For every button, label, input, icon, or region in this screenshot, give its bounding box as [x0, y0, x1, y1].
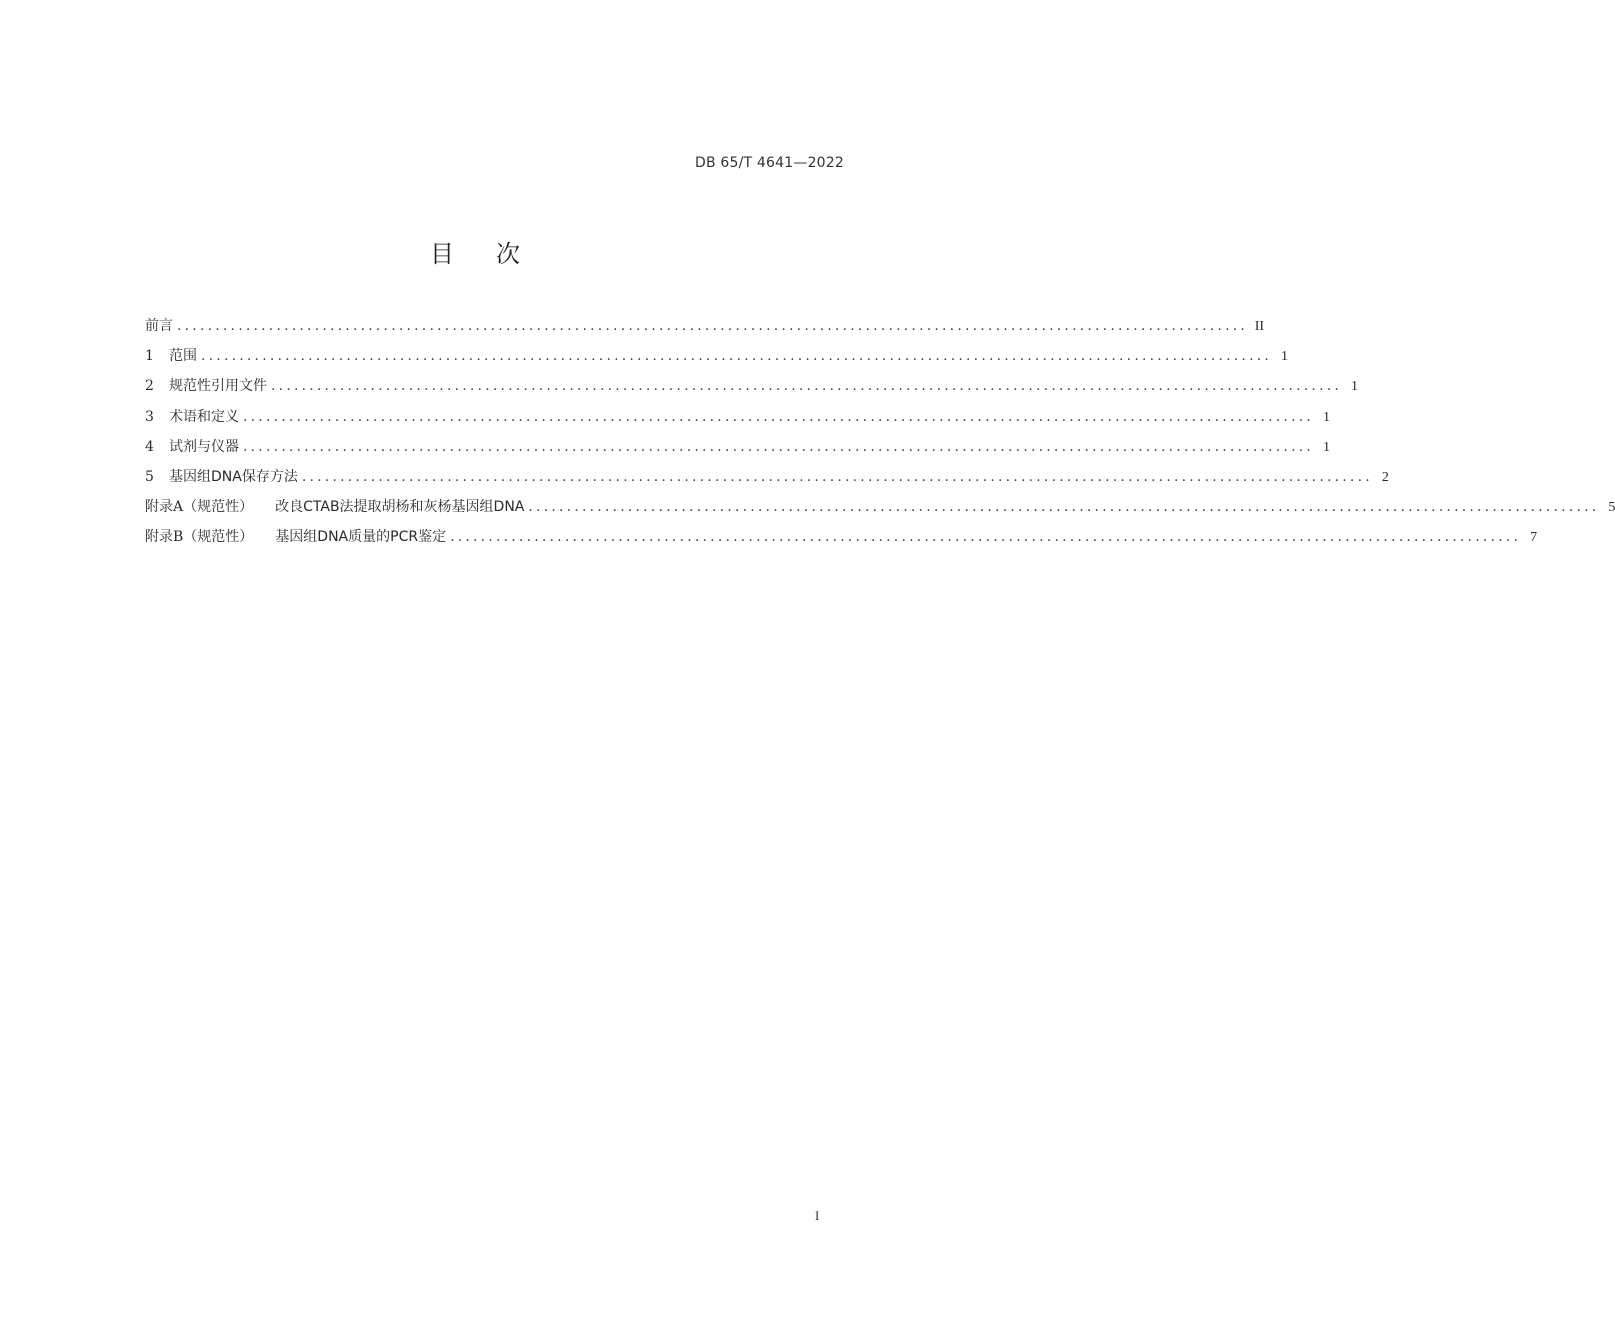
- toc-entry-number: 1: [145, 348, 154, 365]
- toc-leader-dots: ............................................................................................................................................: [243, 408, 1315, 425]
- toc-entry-reagents-instruments[interactable]: [145, 436, 1331, 466]
- toc-entry-text: 改良CTAB法提取胡杨和灰杨基因组DNA: [275, 499, 525, 516]
- standard-code: DB 65/T 4641—2022: [694, 155, 844, 171]
- toc-annex-label: 附录A（规范性）: [145, 499, 254, 516]
- toc-entry-text: 术语和定义: [169, 408, 239, 425]
- toc-title-char-2: 次: [496, 240, 520, 268]
- toc-entry-foreword[interactable]: [145, 315, 1265, 345]
- toc-leader-dots: ............................................................................................................................................: [528, 499, 1600, 516]
- page-number: I: [815, 1208, 820, 1223]
- toc-entry-normative-references[interactable]: [145, 375, 1359, 405]
- toc-entry-page: II: [1254, 319, 1265, 334]
- toc-entry-dna-preservation[interactable]: [145, 466, 1389, 496]
- toc-title-char-1: 目: [430, 240, 454, 268]
- toc-entry-annex-b[interactable]: [145, 526, 1538, 556]
- toc-entry-page: 1: [1281, 349, 1289, 365]
- toc-entry-text: 基因组DNA保存方法: [169, 468, 298, 485]
- toc-list: [145, 315, 1615, 557]
- toc-entry-number: 2: [145, 378, 154, 395]
- toc-title: [0, 234, 950, 269]
- toc-entry-text: 前言: [145, 318, 173, 334]
- toc-entry-text: 基因组DNA质量的PCR鉴定: [275, 529, 447, 546]
- toc-entry-annex-a[interactable]: [145, 496, 1615, 526]
- toc-leader-dots: ............................................................................................................................................: [243, 438, 1315, 455]
- toc-entry-terms-definitions[interactable]: [145, 406, 1331, 436]
- toc-entry-number: 4: [145, 438, 154, 455]
- toc-leader-dots: ............................................................................................................................................: [177, 318, 1249, 334]
- toc-entry-text: 范围: [169, 348, 197, 365]
- toc-entry-page: 1: [1323, 409, 1331, 425]
- toc-leader-dots: ............................................................................................................................................: [201, 348, 1273, 365]
- toc-entry-number: 5: [145, 468, 154, 485]
- toc-entry-page: 2: [1381, 469, 1389, 485]
- toc-entry-text: 规范性引用文件: [169, 378, 267, 395]
- toc-entry-scope[interactable]: [145, 345, 1289, 375]
- toc-entry-page: 1: [1351, 379, 1359, 395]
- toc-leader-dots: ............................................................................................................................................: [301, 468, 1373, 485]
- toc-entry-page: 7: [1530, 530, 1538, 546]
- toc-entry-number: 3: [145, 408, 154, 425]
- toc-leader-dots: ............................................................................................................................................: [450, 529, 1522, 546]
- toc-annex-label: 附录B（规范性）: [145, 529, 254, 546]
- toc-entry-page: 5: [1608, 500, 1615, 516]
- toc-leader-dots: ............................................................................................................................................: [271, 378, 1343, 395]
- toc-entry-text: 试剂与仪器: [169, 438, 239, 455]
- toc-entry-page: 1: [1323, 439, 1331, 455]
